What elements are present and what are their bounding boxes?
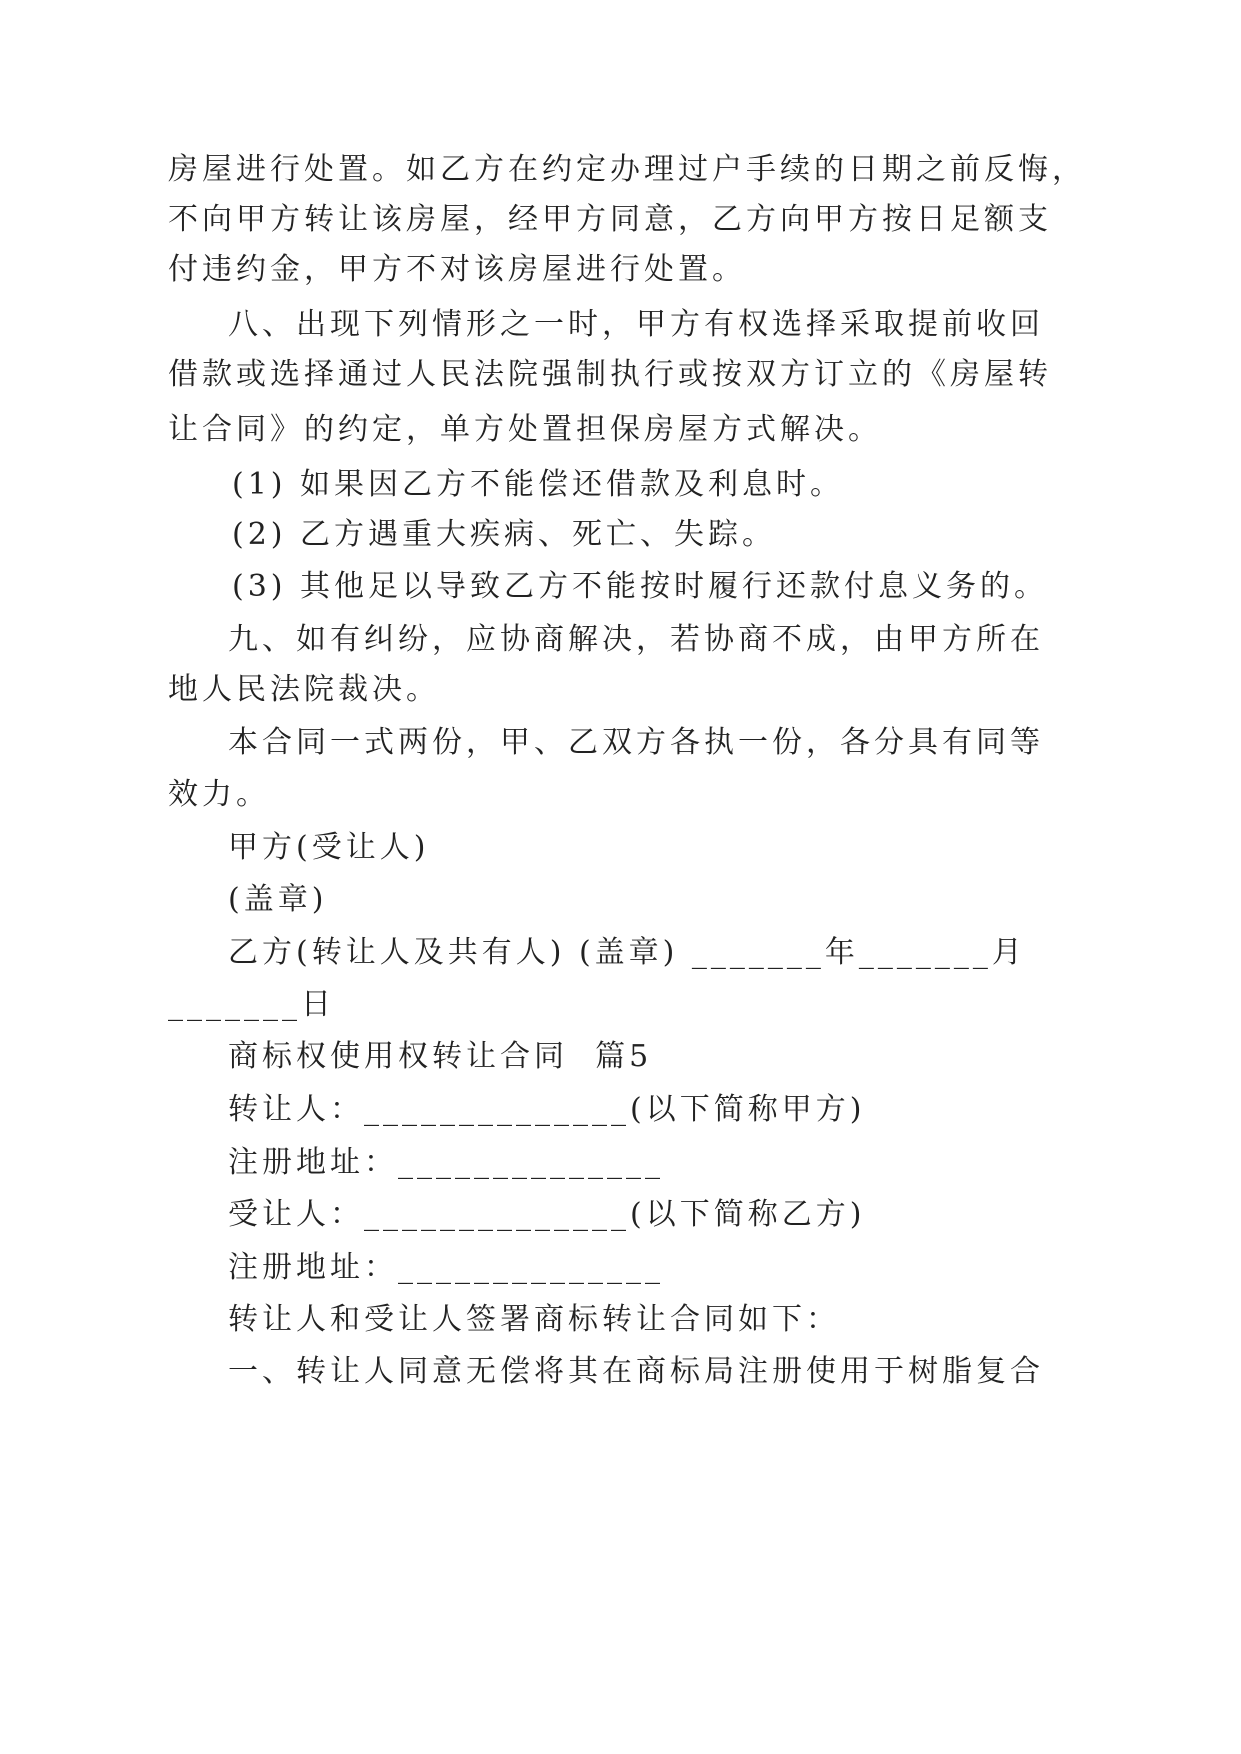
text-line: 一、转让人同意无偿将其在商标局注册使用于树脂复合 xyxy=(228,1354,1044,1389)
party-a-label: 甲方(受让人) xyxy=(228,830,430,865)
list-item: (3) 其他足以导致乙方不能按时履行还款付息义务的。 xyxy=(232,569,1049,604)
registered-address-field: 注册地址：______________ xyxy=(228,1250,664,1285)
text-line: 地人民法院裁决。 xyxy=(168,672,440,707)
text-line: 房屋进行处置。如乙方在约定办理过户手续的日期之前反悔， xyxy=(168,152,1086,187)
text-line: 效力。 xyxy=(168,777,270,812)
section-title: 商标权使用权转让合同 篇5 xyxy=(228,1039,653,1074)
text-line: 不向甲方转让该房屋，经甲方同意，乙方向甲方按日足额支 xyxy=(168,202,1052,237)
clause-9-heading: 九、如有纠纷，应协商解决，若协商不成，由甲方所在 xyxy=(228,622,1044,657)
date-line: _______日 xyxy=(168,987,335,1022)
text-line: 付违约金，甲方不对该房屋进行处置。 xyxy=(168,252,746,287)
text-line: 借款或选择通过人民法院强制执行或按双方订立的《房屋转 xyxy=(168,357,1052,392)
clause-8-heading: 八、出现下列情形之一时，甲方有权选择采取提前收回 xyxy=(228,307,1044,342)
registered-address-field: 注册地址：______________ xyxy=(228,1145,664,1180)
party-b-signature-line: 乙方(转让人及共有人) (盖章) _______年_______月 xyxy=(228,935,1026,970)
text-line: 让合同》的约定，单方处置担保房屋方式解决。 xyxy=(168,412,882,447)
list-item: (1) 如果因乙方不能偿还借款及利息时。 xyxy=(232,467,845,502)
seal-label: (盖章) xyxy=(228,882,328,917)
list-item: (2) 乙方遇重大疾病、死亡、失踪。 xyxy=(232,517,777,552)
text-line: 本合同一式两份，甲、乙双方各执一份，各分具有同等 xyxy=(228,725,1044,760)
transferor-field: 转让人：______________(以下简称甲方) xyxy=(228,1092,866,1127)
text-line: 转让人和受让人签署商标转让合同如下： xyxy=(228,1302,840,1337)
transferee-field: 受让人：______________(以下简称乙方) xyxy=(228,1197,866,1232)
